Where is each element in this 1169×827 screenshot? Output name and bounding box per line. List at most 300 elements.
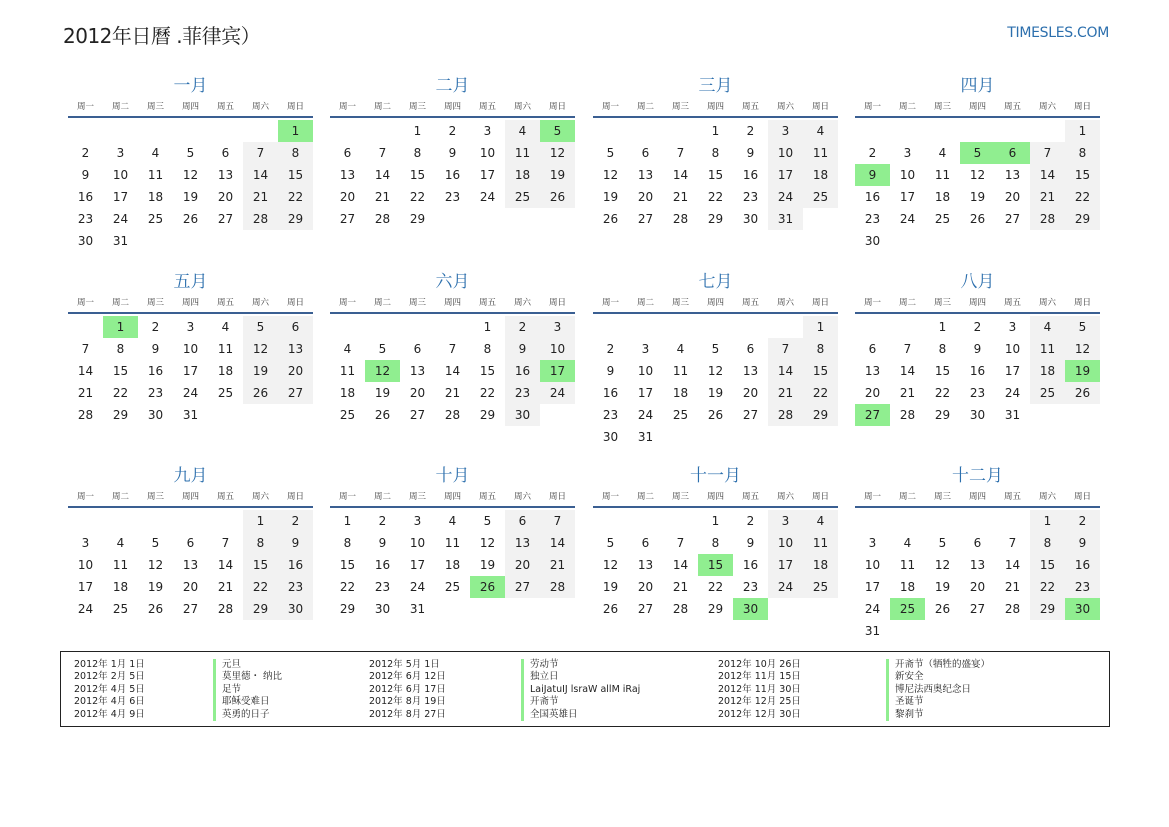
- weekday-label: 周六: [513, 492, 531, 502]
- weekday-label: 周二: [898, 298, 916, 308]
- day-cell: 19: [147, 580, 164, 594]
- day-cell: 14: [768, 360, 803, 382]
- day-cell: 8: [711, 536, 720, 550]
- weekday-label: 周六: [513, 298, 531, 308]
- day-cell: 1: [803, 316, 838, 338]
- weekday-label: 周一: [76, 102, 94, 112]
- day-cell: 6: [278, 316, 313, 338]
- day-cell: 20: [864, 386, 881, 400]
- weekday-header: [68, 98, 313, 116]
- weekday-label: 周四: [968, 298, 986, 308]
- weekday-label: 周日: [548, 492, 566, 502]
- weekday-label: 周三: [671, 102, 689, 112]
- day-cell: 14: [1004, 558, 1021, 572]
- day-cell: 4: [903, 536, 912, 550]
- day-cell: 16: [602, 386, 619, 400]
- day-cell: 5: [606, 146, 615, 160]
- day-cell: 14: [374, 168, 391, 182]
- day-cell: 29: [1065, 208, 1100, 230]
- weekday-label: 周五: [216, 102, 234, 112]
- weekday-label: 周日: [548, 102, 566, 112]
- day-cell: 15: [243, 554, 278, 576]
- day-cell: 13: [217, 168, 234, 182]
- month-name: 二月: [435, 76, 470, 96]
- day-cell: 29: [803, 404, 838, 426]
- weekday-label: 周四: [443, 102, 461, 112]
- holiday-dates-col-1: [74, 659, 145, 721]
- day-cell: 11: [444, 536, 461, 550]
- day-cell: 26: [540, 186, 575, 208]
- day-cell: 13: [742, 364, 759, 378]
- day-cell: 3: [413, 514, 422, 528]
- day-cell: 16: [77, 190, 94, 204]
- weekday-label: 周六: [1038, 298, 1056, 308]
- day-cell: 6: [868, 342, 877, 356]
- weekday-header: [330, 488, 575, 506]
- day-cell: 20: [409, 386, 426, 400]
- day-cell: 21: [540, 554, 575, 576]
- day-cell: 17: [864, 580, 881, 594]
- day-cell: 6: [413, 342, 422, 356]
- holiday-name: 耶稣受难日: [213, 696, 282, 708]
- day-cell: 8: [413, 146, 422, 160]
- day-cell: 29: [707, 602, 724, 616]
- day-cell: 31: [768, 208, 803, 230]
- month-divider: [855, 312, 1100, 314]
- day-cell: 27: [742, 408, 759, 422]
- empty-day: [103, 120, 138, 142]
- day-cell: 28: [1004, 602, 1021, 616]
- day-cell: 6: [221, 146, 230, 160]
- day-cell: 9: [448, 146, 457, 160]
- day-cell: 14: [77, 364, 94, 378]
- day-cell: 9: [81, 168, 90, 182]
- holiday-names-col-2: [521, 659, 640, 721]
- weekday-label: 周五: [216, 298, 234, 308]
- weekday-label: 周日: [1073, 298, 1091, 308]
- day-cell: 16: [147, 364, 164, 378]
- day-cell: 28: [540, 576, 575, 598]
- weekday-label: 周五: [1003, 492, 1021, 502]
- day-cell: 23: [969, 386, 986, 400]
- day-cell: 3: [483, 124, 492, 138]
- holiday-date: 2012年 4月 9日: [74, 708, 145, 720]
- holiday-date: 2012年 11月 30日: [718, 683, 801, 695]
- weekday-label: 周三: [671, 298, 689, 308]
- holiday-day-cell: 30: [733, 598, 768, 620]
- weekday-label: 周四: [706, 492, 724, 502]
- day-cell: 25: [934, 212, 951, 226]
- month-divider: [593, 506, 838, 508]
- day-cell: 26: [1065, 382, 1100, 404]
- day-cell: 11: [339, 364, 356, 378]
- day-cell: 23: [77, 212, 94, 226]
- day-cell: 2: [81, 146, 90, 160]
- weekday-label: 周五: [1003, 298, 1021, 308]
- day-cell: 20: [637, 190, 654, 204]
- day-cell: 18: [672, 386, 689, 400]
- weekday-label: 周五: [741, 102, 759, 112]
- day-cell: 8: [1065, 142, 1100, 164]
- day-cell: 9: [973, 342, 982, 356]
- month-name: 四月: [960, 76, 995, 96]
- day-cell: 24: [899, 212, 916, 226]
- weekday-header: [855, 488, 1100, 506]
- day-cell: 2: [448, 124, 457, 138]
- empty-day: [68, 510, 103, 532]
- weekday-label: 周二: [373, 298, 391, 308]
- weekday-label: 周六: [251, 492, 269, 502]
- day-cell: 15: [934, 364, 951, 378]
- day-cell: 22: [278, 186, 313, 208]
- day-cell: 20: [278, 360, 313, 382]
- day-cell: 2: [378, 514, 387, 528]
- empty-day: [855, 120, 890, 142]
- day-cell: 11: [217, 342, 234, 356]
- day-cell: 21: [217, 580, 234, 594]
- weekday-label: 周四: [181, 298, 199, 308]
- day-cell: 26: [374, 408, 391, 422]
- weekday-label: 周二: [636, 298, 654, 308]
- day-cell: 28: [77, 408, 94, 422]
- day-cell: 8: [938, 342, 947, 356]
- day-cell: 26: [969, 212, 986, 226]
- day-cell: 26: [707, 408, 724, 422]
- weekday-label: 周三: [933, 298, 951, 308]
- month-name: 十月: [435, 466, 470, 486]
- day-cell: 18: [803, 164, 838, 186]
- day-cell: 11: [803, 142, 838, 164]
- empty-day: [890, 120, 925, 142]
- day-cell: 13: [637, 168, 654, 182]
- day-cell: 30: [505, 404, 540, 426]
- holiday-day-cell: 30: [1065, 598, 1100, 620]
- day-cell: 15: [409, 168, 426, 182]
- holiday-day-cell: 5: [960, 142, 995, 164]
- weekday-label: 周二: [636, 102, 654, 112]
- day-cell: 11: [147, 168, 164, 182]
- day-cell: 27: [969, 602, 986, 616]
- empty-day: [330, 316, 365, 338]
- day-cell: 12: [969, 168, 986, 182]
- day-cell: 18: [803, 554, 838, 576]
- day-cell: 18: [1030, 360, 1065, 382]
- day-cell: 1: [711, 514, 720, 528]
- month-name: 十二月: [952, 466, 1003, 486]
- day-cell: 4: [343, 342, 352, 356]
- day-cell: 26: [182, 212, 199, 226]
- holiday-date: 2012年 8月 27日: [369, 708, 446, 720]
- day-cell: 11: [505, 142, 540, 164]
- day-cell: 10: [899, 168, 916, 182]
- day-cell: 17: [77, 580, 94, 594]
- day-cell: 16: [742, 558, 759, 572]
- day-cell: 23: [864, 212, 881, 226]
- empty-day: [733, 316, 768, 338]
- day-cell: 5: [378, 342, 387, 356]
- holiday-day-cell: 25: [890, 598, 925, 620]
- day-cell: 10: [637, 364, 654, 378]
- day-cell: 29: [278, 208, 313, 230]
- day-cell: 31: [1004, 408, 1021, 422]
- day-cell: 21: [77, 386, 94, 400]
- day-cell: 31: [637, 430, 654, 444]
- day-cell: 24: [1004, 386, 1021, 400]
- day-cell: 20: [1004, 190, 1021, 204]
- day-cell: 24: [637, 408, 654, 422]
- holiday-day-cell: 12: [365, 360, 400, 382]
- day-cell: 10: [864, 558, 881, 572]
- empty-day: [925, 120, 960, 142]
- day-cell: 10: [768, 142, 803, 164]
- empty-day: [960, 510, 995, 532]
- day-cell: 22: [409, 190, 426, 204]
- day-cell: 13: [339, 168, 356, 182]
- day-cell: 7: [448, 342, 457, 356]
- day-cell: 24: [540, 382, 575, 404]
- day-cell: 9: [606, 364, 615, 378]
- weekday-label: 周二: [111, 492, 129, 502]
- day-cell: 9: [505, 338, 540, 360]
- day-cell: 4: [938, 146, 947, 160]
- weekday-label: 周二: [111, 298, 129, 308]
- day-cell: 2: [606, 342, 615, 356]
- weekday-header: [68, 294, 313, 312]
- day-cell: 13: [1004, 168, 1021, 182]
- day-grid: [68, 316, 313, 426]
- day-cell: 27: [339, 212, 356, 226]
- holiday-date: 2012年 4月 5日: [74, 683, 145, 695]
- day-cell: 18: [147, 190, 164, 204]
- day-cell: 28: [899, 408, 916, 422]
- month-name: 九月: [173, 466, 208, 486]
- holiday-date: 2012年 8月 19日: [369, 696, 446, 708]
- day-cell: 17: [1004, 364, 1021, 378]
- empty-day: [68, 120, 103, 142]
- empty-day: [365, 120, 400, 142]
- day-cell: 30: [969, 408, 986, 422]
- day-cell: 19: [934, 580, 951, 594]
- day-cell: 28: [243, 208, 278, 230]
- weekday-header: [330, 98, 575, 116]
- weekday-label: 周二: [898, 492, 916, 502]
- month-name: 六月: [435, 272, 470, 292]
- holiday-day-cell: 6: [995, 142, 1030, 164]
- day-cell: 13: [278, 338, 313, 360]
- month-name: 八月: [960, 272, 995, 292]
- empty-day: [855, 510, 890, 532]
- day-cell: 21: [1030, 186, 1065, 208]
- day-cell: 4: [221, 320, 230, 334]
- weekday-label: 周一: [601, 298, 619, 308]
- day-cell: 9: [746, 536, 755, 550]
- day-cell: 23: [742, 580, 759, 594]
- weekday-label: 周六: [1038, 492, 1056, 502]
- day-cell: 22: [339, 580, 356, 594]
- day-cell: 10: [479, 146, 496, 160]
- holiday-name: 全国英雄日: [521, 709, 640, 721]
- day-cell: 5: [243, 316, 278, 338]
- weekday-label: 周一: [338, 102, 356, 112]
- day-cell: 13: [637, 558, 654, 572]
- weekday-label: 周一: [863, 298, 881, 308]
- day-cell: 6: [973, 536, 982, 550]
- day-cell: 19: [707, 386, 724, 400]
- month-block: [330, 270, 575, 426]
- empty-day: [925, 510, 960, 532]
- day-cell: 29: [339, 602, 356, 616]
- holiday-day-cell: 5: [540, 120, 575, 142]
- weekday-label: 周四: [181, 102, 199, 112]
- month-block: [855, 74, 1100, 252]
- day-cell: 2: [278, 510, 313, 532]
- weekday-label: 周五: [1003, 102, 1021, 112]
- day-cell: 7: [540, 510, 575, 532]
- day-cell: 25: [803, 576, 838, 598]
- weekday-label: 周二: [373, 102, 391, 112]
- day-cell: 8: [243, 532, 278, 554]
- day-cell: 8: [803, 338, 838, 360]
- empty-day: [995, 510, 1030, 532]
- weekday-label: 周一: [338, 298, 356, 308]
- day-grid: [593, 120, 838, 230]
- holiday-dates-col-3: [718, 659, 801, 721]
- holiday-name: 博尼法西奥纪念日: [886, 684, 990, 696]
- weekday-label: 周五: [741, 492, 759, 502]
- day-cell: 18: [112, 580, 129, 594]
- day-cell: 25: [803, 186, 838, 208]
- day-grid: [593, 316, 838, 448]
- day-cell: 6: [641, 536, 650, 550]
- holiday-names-col-3: [886, 659, 990, 721]
- day-cell: 27: [278, 382, 313, 404]
- day-cell: 17: [112, 190, 129, 204]
- day-cell: 31: [409, 602, 426, 616]
- day-cell: 21: [243, 186, 278, 208]
- weekday-label: 周六: [251, 102, 269, 112]
- month-divider: [855, 506, 1100, 508]
- empty-day: [138, 120, 173, 142]
- day-cell: 20: [217, 190, 234, 204]
- weekday-label: 周五: [478, 492, 496, 502]
- day-cell: 2: [505, 316, 540, 338]
- day-cell: 18: [934, 190, 951, 204]
- page-title: 2012年日曆 .菲律宾）: [63, 24, 261, 48]
- day-cell: 28: [217, 602, 234, 616]
- weekday-label: 周三: [408, 102, 426, 112]
- day-cell: 27: [637, 212, 654, 226]
- weekday-label: 周六: [513, 102, 531, 112]
- day-cell: 15: [1030, 554, 1065, 576]
- day-grid: [330, 316, 575, 426]
- weekday-label: 周日: [811, 492, 829, 502]
- day-cell: 8: [483, 342, 492, 356]
- month-divider: [330, 312, 575, 314]
- weekday-header: [593, 488, 838, 506]
- weekday-label: 周一: [76, 492, 94, 502]
- day-cell: 3: [1008, 320, 1017, 334]
- day-cell: 26: [602, 602, 619, 616]
- day-cell: 24: [112, 212, 129, 226]
- brand-link[interactable]: TIMESLES.COM: [1007, 25, 1109, 41]
- day-cell: 25: [444, 580, 461, 594]
- weekday-label: 周五: [478, 102, 496, 112]
- weekday-label: 周三: [933, 102, 951, 112]
- day-cell: 5: [711, 342, 720, 356]
- day-cell: 27: [637, 602, 654, 616]
- day-cell: 16: [444, 168, 461, 182]
- day-cell: 27: [217, 212, 234, 226]
- weekday-header: [330, 294, 575, 312]
- day-cell: 14: [243, 164, 278, 186]
- day-cell: 3: [768, 120, 803, 142]
- day-cell: 12: [602, 558, 619, 572]
- day-cell: 20: [339, 190, 356, 204]
- day-cell: 4: [116, 536, 125, 550]
- day-cell: 7: [81, 342, 90, 356]
- month-block: [593, 270, 838, 448]
- day-cell: 8: [278, 142, 313, 164]
- day-cell: 23: [278, 576, 313, 598]
- weekday-label: 周四: [443, 492, 461, 502]
- day-cell: 22: [1065, 186, 1100, 208]
- day-cell: 3: [903, 146, 912, 160]
- day-cell: 21: [374, 190, 391, 204]
- month-block: [68, 270, 313, 426]
- day-cell: 19: [969, 190, 986, 204]
- day-cell: 30: [147, 408, 164, 422]
- day-cell: 7: [676, 536, 685, 550]
- day-cell: 6: [343, 146, 352, 160]
- month-name: 三月: [698, 76, 733, 96]
- empty-day: [68, 316, 103, 338]
- day-cell: 20: [182, 580, 199, 594]
- day-cell: 28: [374, 212, 391, 226]
- holiday-date: 2012年 5月 1日: [369, 659, 440, 670]
- day-cell: 22: [934, 386, 951, 400]
- weekday-label: 周日: [1073, 102, 1091, 112]
- holiday-name: LaiJatuIJ lsraW allM iRaj: [521, 684, 640, 696]
- month-divider: [330, 116, 575, 118]
- day-cell: 30: [602, 430, 619, 444]
- day-cell: 17: [182, 364, 199, 378]
- weekday-label: 周日: [286, 102, 304, 112]
- day-cell: 10: [540, 338, 575, 360]
- holiday-name: 足节: [213, 684, 282, 696]
- day-cell: 29: [707, 212, 724, 226]
- day-cell: 23: [505, 382, 540, 404]
- day-cell: 22: [479, 386, 496, 400]
- day-cell: 30: [374, 602, 391, 616]
- day-cell: 12: [479, 536, 496, 550]
- month-divider: [68, 116, 313, 118]
- day-cell: 28: [1030, 208, 1065, 230]
- day-cell: 27: [1004, 212, 1021, 226]
- day-cell: 29: [112, 408, 129, 422]
- day-grid: [330, 120, 575, 230]
- holiday-day-cell: 17: [540, 360, 575, 382]
- day-cell: 25: [339, 408, 356, 422]
- day-cell: 4: [448, 514, 457, 528]
- day-cell: 8: [116, 342, 125, 356]
- day-cell: 13: [505, 532, 540, 554]
- month-name: 十一月: [690, 466, 741, 486]
- day-cell: 11: [1030, 338, 1065, 360]
- day-grid: [855, 510, 1100, 642]
- day-cell: 21: [672, 190, 689, 204]
- day-cell: 6: [186, 536, 195, 550]
- day-cell: 1: [243, 510, 278, 532]
